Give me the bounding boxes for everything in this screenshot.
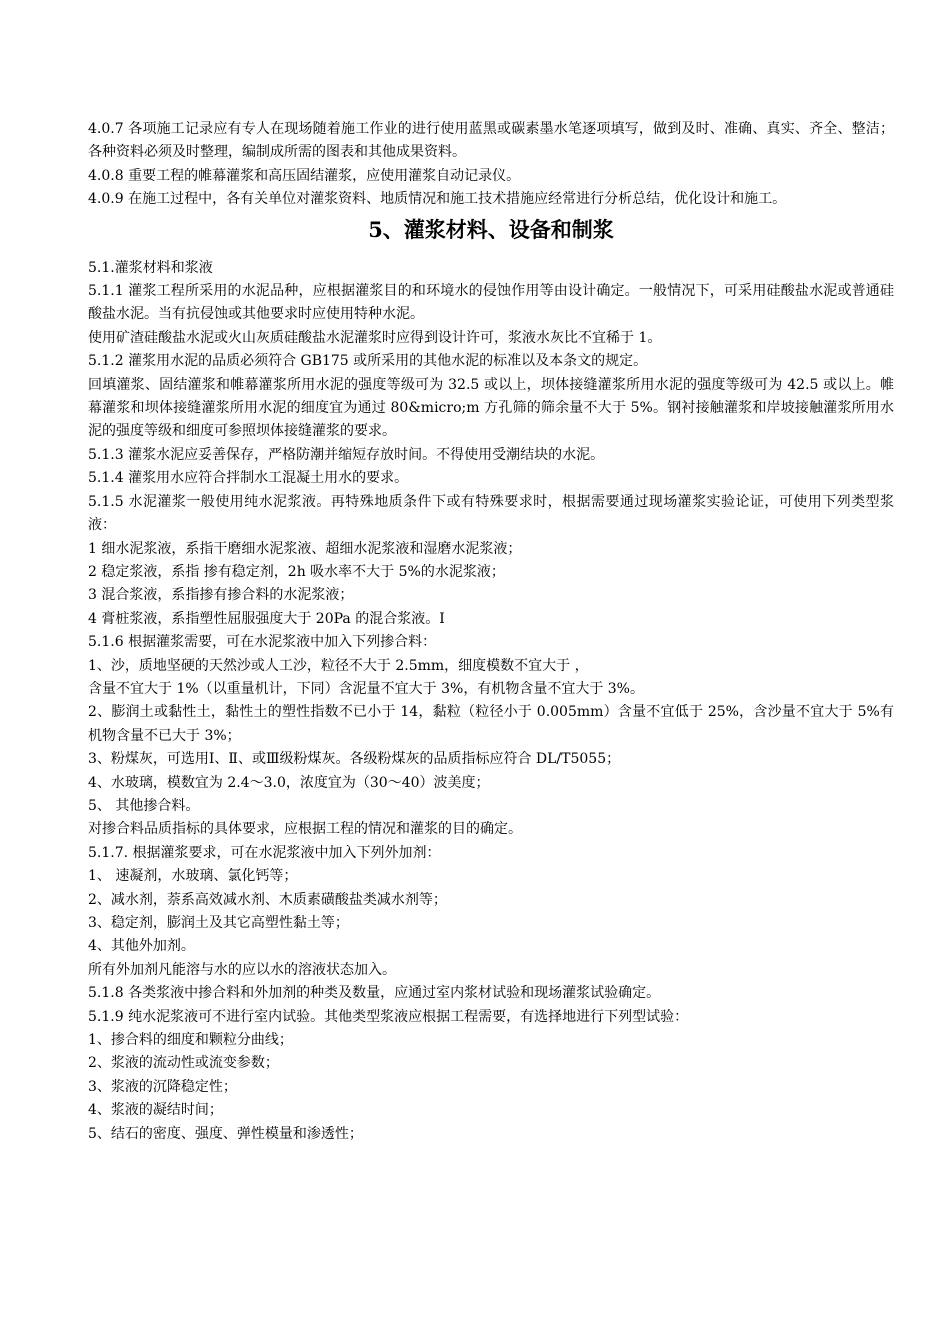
paragraph: 含量不宜大于 1%（以重量机计，下同）含泥量不宜大于 3%，有机物含量不宜大于 3%。	[88, 680, 644, 697]
paragraph: 所有外加剂凡能溶与水的应以水的溶液状态加入。	[88, 961, 396, 978]
paragraph: 1、沙，质地坚硬的天然沙或人工沙，粒径不大于 2.5mm，细度模数不宜大于 ，	[88, 657, 589, 674]
paragraph: 3、稳定剂，膨润土及其它高塑性黏土等；	[88, 915, 349, 931]
paragraph-4-0-9: 4.0.9 在施工过程中，各有关单位对灌浆资料、地质情况和施工技术措施应经常进行分析总结，优化设计和施工。	[88, 191, 787, 208]
paragraph: 1 细水泥浆液，系指干磨细水泥浆液、超细水泥浆液和湿磨水泥浆液；	[88, 540, 522, 557]
paragraph: 3 混合浆液，系指掺有掺合料的水泥浆液；	[88, 587, 354, 604]
paragraph: 4、水玻璃，模数宜为 2.4～3.0，浓度宜为（30～40）波美度；	[88, 774, 490, 791]
paragraph: 4 膏桩浆液，系指塑性屈服强度大于 20Pa 的混合浆液。Ⅰ	[88, 610, 445, 627]
paragraph: 2、膨润土或黏性土，黏性土的塑性指数不已小于 14，黏粒（粒径小于 0.005mm）含量不宜低于 25%，含沙量不宜大于 5%有机物含量不已大于 3%；	[88, 704, 894, 744]
paragraph: 5.1.6 根据灌浆需要，可在水泥浆液中加入下列掺合料：	[88, 634, 437, 651]
paragraph: 4、其他外加剂。	[88, 938, 195, 955]
paragraph: 回填灌浆、固结灌浆和帷幕灌浆所用水泥的强度等级可为 32.5 或以上，坝体接缝灌浆所用水泥的强度等级可为 42.5 或以上。帷幕灌浆和坝体接缝灌浆所用水泥的细度宜为通过 80&micro;m 方孔筛的筛余量不大于 5%。钢衬接触灌浆和岸坡接触灌浆所用水泥的强度等级和细度可参照坝体接缝灌浆的要求。	[88, 376, 894, 440]
paragraph: 5.1.3 灌浆水泥应妥善保存，严格防潮并缩短存放时间。不得使用受潮结块的水泥。	[88, 446, 605, 463]
paragraph: 2 稳定浆液，系指 掺有稳定剂，2h 吸水率不大于 5%的水泥浆液；	[88, 563, 505, 580]
paragraph: 5.1.7. 根据灌浆要求，可在水泥浆液中加入下列外加剂：	[88, 844, 441, 861]
paragraph: 3、粉煤灰，可选用Ⅰ、Ⅱ、或Ⅲ级粉煤灰。各级粉煤灰的品质指标应符合 DL/T5055；	[88, 751, 621, 768]
paragraph: 对掺合料品质指标的具体要求，应根据工程的情况和灌浆的目的确定。	[88, 821, 522, 838]
paragraph: 2、浆液的流动性或流变参数；	[88, 1055, 279, 1072]
paragraph: 5.1.8 各类浆液中掺合料和外加剂的种类及数量，应通过室内浆材试验和现场灌浆试验确定。	[88, 985, 661, 1002]
paragraph: 5.1.5 水泥灌浆一般使用纯水泥浆液。再特殊地质条件下或有特殊要求时，根据需要通过现场灌浆实验论证，可使用下列类型浆液：	[88, 493, 894, 534]
paragraph: 4、浆液的凝结时间；	[88, 1102, 223, 1119]
document-page	[88, 118, 894, 1146]
paragraph: 5.1.2 灌浆用水泥的品质必须符合 GB175 或所采用的其他水泥的标准以及本条文的规定。	[88, 353, 648, 370]
paragraph: 5.1.1 灌浆工程所采用的水泥品种，应根据灌浆目的和环境水的侵蚀作用等由设计确定。一般情况下，可采用硅酸盐水泥或普通硅酸盐水泥。当有抗侵蚀或其他要求时应使用特种水泥。	[88, 283, 894, 323]
section-title: 5、灌浆材料、设备和制浆	[368, 216, 614, 242]
paragraph: 5.1.9 纯水泥浆液可不进行室内试验。其他类型浆液应根据工程需要，有选择地进行下列型试验：	[88, 1008, 689, 1025]
paragraph: 5、结石的密度、强度、弹性模量和渗透性；	[88, 1125, 363, 1142]
paragraph: 1、掺合料的细度和颗粒分曲线；	[88, 1032, 293, 1049]
paragraph: 5.1.4 灌浆用水应符合拌制水工混凝土用水的要求。	[88, 470, 409, 487]
section-body	[88, 257, 894, 1146]
paragraph: 3、浆液的沉降稳定性；	[88, 1078, 237, 1095]
paragraph: 5、 其他掺合料。	[88, 797, 200, 814]
paragraph-4-0-8: 4.0.8 重要工程的帷幕灌浆和高压固结灌浆，应使用灌浆自动记录仪。	[88, 167, 521, 184]
paragraph: 2、减水剂，萘系高效减水剂、木质素磺酸盐类减水剂等；	[88, 891, 447, 908]
paragraph: 5.1.灌浆材料和浆液	[88, 259, 213, 276]
paragraph-4-0-7: 4.0.7 各项施工记录应有专人在现场随着施工作业的进行使用蓝黑或碳素墨水笔逐项填写，做到及时、准确、真实、齐全、整洁；各种资料必须及时整理，编制成所需的图表和其他成果资料。	[88, 121, 894, 161]
paragraph: 1、 速凝剂，水玻璃、氯化钙等；	[88, 868, 298, 885]
paragraph: 使用矿渣硅酸盐水泥或火山灰质硅酸盐水泥灌浆时应得到设计许可，浆液水灰比不宜稀于 1。	[88, 329, 662, 346]
